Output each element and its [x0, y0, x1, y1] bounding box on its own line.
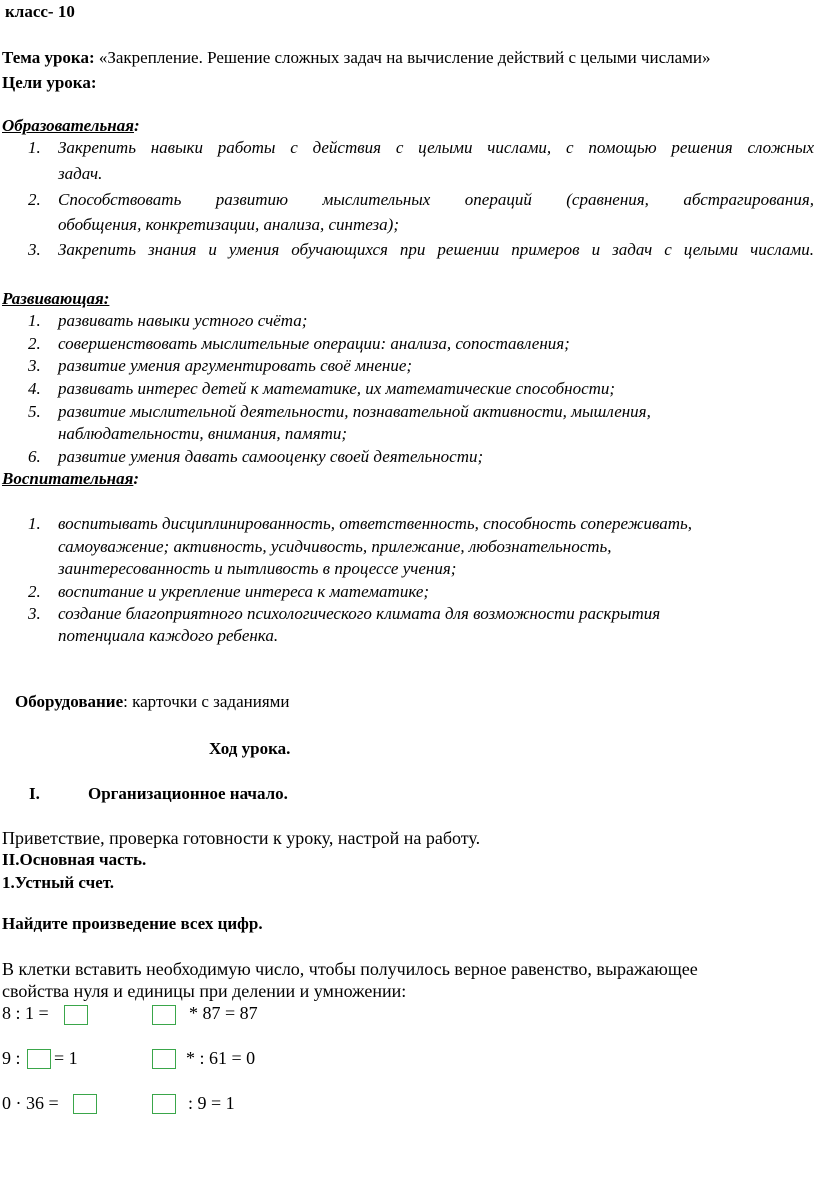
list-item: совершенствовать мыслительные операции: анализа, сопоставления; — [58, 334, 570, 353]
greeting-text: Приветствие, проверка готовности к уроку, настрой на работу. — [2, 828, 481, 848]
list-item: воспитание и укрепление интереса к математике; — [58, 582, 430, 601]
upbringing-heading: Воспитательная: — [2, 469, 139, 488]
task2-text-line2: свойства нуля и единицы при делении и умножении: — [2, 981, 407, 1001]
list-item: Закрепить знания и умения обучающихся при решении примеров и задач с целыми числами. — [58, 240, 814, 259]
list-item: самоуважение; активность, усидчивость, прилежание, любознательность, — [58, 537, 612, 556]
answer-box[interactable] — [64, 1005, 88, 1025]
topic-text: «Закрепление. Решение сложных задач на вычисление действий с целыми числами» — [94, 48, 711, 67]
list-item: обобщения, конкретизации, анализа, синтеза); — [58, 215, 399, 234]
list-item: потенциала каждого ребенка. — [58, 626, 279, 645]
equipment-text: : карточки с заданиями — [123, 692, 290, 711]
grade-label: класс- 10 — [5, 2, 75, 21]
topic-label: Тема урока: — [2, 48, 95, 67]
answer-box[interactable] — [152, 1005, 176, 1025]
answer-box[interactable] — [152, 1049, 176, 1069]
answer-box[interactable] — [152, 1094, 176, 1114]
list-item: задач. — [58, 164, 103, 183]
equipment-line — [15, 692, 290, 712]
main-part-heading: II.Основная часть. — [2, 850, 147, 869]
lesson-heading: Ход урока. — [209, 739, 291, 758]
list-item: Способствовать развитию мыслительных операций (сравнения, абстрагирования, — [58, 190, 814, 209]
list-item: воспитывать дисциплинированность, ответственность, способность сопереживать, — [58, 514, 692, 533]
answer-box[interactable] — [73, 1094, 97, 1114]
list-item: Закрепить навыки работы с действия с целыми числами, с помощью решения сложных — [58, 138, 814, 157]
equation-text: * 87 = 87 — [189, 1003, 258, 1023]
list-item: развивать интерес детей к математике, их математические способности; — [58, 379, 616, 398]
list-item: заинтересованность и пытливость в процессе учения; — [58, 559, 457, 578]
equation-text: : 9 = 1 — [188, 1093, 235, 1113]
section-number: I. — [29, 784, 40, 803]
developing-heading: Развивающая: — [2, 289, 110, 308]
list-item: наблюдательности, внимания, памяти; — [58, 424, 348, 443]
topic-line — [2, 48, 711, 68]
oral-count-heading: 1.Устный счет. — [2, 873, 115, 892]
task1-heading: Найдите произведение всех цифр. — [2, 914, 263, 933]
list-item: развитие умения аргументировать своё мнение; — [58, 356, 413, 375]
task2-text-line1: В клетки вставить необходимую число, чтобы получилось верное равенство, выражающее — [2, 959, 698, 979]
list-item: создание благоприятного психологического климата для возможности раскрытия — [58, 604, 661, 623]
list-item: развивать навыки устного счёта; — [58, 311, 308, 330]
equipment-label: Оборудование — [15, 692, 124, 711]
equation-text: 8 : 1 = — [2, 1003, 49, 1023]
list-item: развитие мыслительной деятельности, познавательной активности, мышления, — [58, 402, 651, 421]
equation-text: * : 61 = 0 — [186, 1048, 256, 1068]
equation-text: = 1 — [54, 1048, 78, 1068]
list-item: развитие умения давать самооценку своей деятельности; — [58, 447, 484, 466]
goals-label: Цели урока: — [2, 73, 97, 92]
equation-text: 9 : — [2, 1048, 21, 1068]
equation-text: 0 · 36 = — [2, 1093, 59, 1113]
section1-heading — [29, 784, 40, 804]
answer-box[interactable] — [27, 1049, 51, 1069]
section1-title: Организационное начало. — [88, 784, 288, 803]
educational-heading: Образовательная: — [2, 116, 140, 135]
